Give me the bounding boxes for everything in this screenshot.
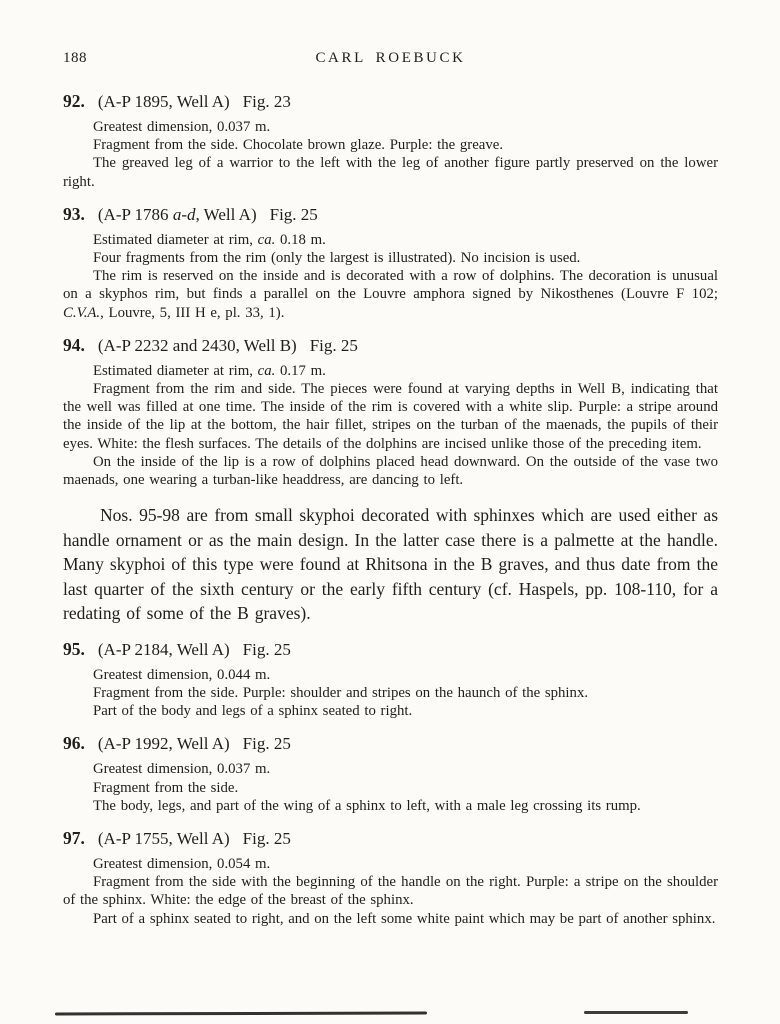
entry-number: 92.	[63, 91, 85, 111]
entry-heading	[63, 90, 718, 113]
entry-paragraph: The rim is reserved on the inside and is decorated with a row of dolphins. The decoration is unusual on a skyphos rim, but finds a parallel on the Louvre amphora signed by Nikosthenes (Louvre F 102; C.V.A., Louvre, 5, III H e, pl. 33, 1).	[63, 268, 718, 321]
entry-figure-ref: Fig. 25	[242, 828, 291, 848]
page-header	[63, 50, 718, 68]
entry-paragraph: The greaved leg of a warrior to the left with the leg of another figure partly preserved on the lower right.	[63, 155, 718, 190]
entry-reference: (A-P 2184, Well A)	[97, 639, 230, 659]
entry-heading	[63, 334, 718, 357]
catalog-entry-92	[63, 90, 718, 191]
entry-reference: (A-P 1992, Well A)	[97, 734, 230, 754]
entry-paragraph: Part of the body and legs of a sphinx seated to right.	[93, 703, 413, 720]
entry-reference: (A-P 1895, Well A)	[97, 92, 230, 111]
note-paragraph: Nos. 95-98 are from small skyphoi decorated with sphinxes which are used either as handle ornament or as the main design. In the latter case there is a palmette at the handle. Many skyphoi of this type were found at Rhitsona in the B graves, and thus date from the last quarter of the sixth century or the early fifth century (cf. Haspels, pp. 108-110, for a redating of some of the B graves).	[63, 505, 718, 624]
entry-paragraph: The body, legs, and part of the wing of a sphinx to left, with a male leg crossing its rump.	[93, 797, 641, 814]
entry-paragraph: Fragment from the side.	[93, 779, 239, 796]
entry-paragraph: Fragment from the side. Purple: shoulder and stripes on the haunch of the sphinx.	[93, 684, 589, 701]
entry-heading	[63, 203, 718, 226]
entry-figure-ref: Fig. 25	[242, 734, 291, 754]
catalog-entry-95	[63, 638, 718, 721]
catalog-entry-97	[63, 827, 718, 928]
entry-figure-ref: Fig. 25	[242, 639, 291, 659]
entry-figure-ref: Fig. 25	[269, 204, 318, 224]
page-number: 188	[63, 50, 87, 66]
entry-reference: (A-P 1755, Well A)	[97, 828, 230, 848]
entry-heading	[63, 827, 718, 850]
entry-heading	[63, 638, 718, 661]
entry-number: 95.	[63, 638, 85, 659]
entry-reference: (A-P 2232 and 2430, Well B)	[97, 335, 297, 355]
entry-paragraph: Greatest dimension, 0.037 m.	[93, 761, 271, 778]
entry-figure-ref: Fig. 25	[309, 335, 358, 355]
entry-paragraph: Greatest dimension, 0.044 m.	[93, 666, 271, 683]
catalog-entry-94	[63, 334, 718, 489]
entry-number: 96.	[63, 733, 85, 754]
running-head: CARL ROEBUCK	[315, 50, 466, 66]
scan-artifact-line	[55, 1012, 427, 1016]
entry-paragraph: Estimated diameter at rim, ca. 0.18 m.	[93, 231, 326, 248]
entry-number: 94.	[63, 334, 85, 355]
entry-heading	[63, 732, 718, 755]
entry-paragraph: Fragment from the side with the beginning of the handle on the right. Purple: a stripe on the shoulder of the sphinx. White: the edge of the breast of the sphinx.	[63, 874, 718, 909]
entry-paragraph: Greatest dimension, 0.054 m.	[93, 855, 271, 872]
entry-number: 97.	[63, 827, 85, 848]
entry-paragraph: Fragment from the rim and side. The pieces were found at varying depths in Well B, indicating that the well was filled at one time. The inside of the rim is covered with a white slip. Purple: a stripe around the inside of the lip at the bottom, the hair fillet, stripes on the turban of the maenads, the pupils of their eyes. White: the flesh surfaces. The details of the dolphins are incised unlike those of the preceding item.	[63, 381, 718, 452]
entry-paragraph: Part of a sphinx seated to right, and on the left some white paint which may be part of another sphinx.	[93, 910, 716, 927]
catalog-entry-93	[63, 203, 718, 322]
catalog-entry-96	[63, 732, 718, 815]
entry-paragraph: Greatest dimension, 0.037 m.	[93, 119, 271, 135]
entry-figure-ref: Fig. 23	[242, 92, 291, 111]
entry-paragraph: Estimated diameter at rim, ca. 0.17 m.	[93, 362, 326, 379]
entry-paragraph: Fragment from the side. Chocolate brown glaze. Purple: the greave.	[93, 137, 504, 154]
scan-artifact-line	[584, 1011, 688, 1014]
entry-paragraph: Four fragments from the rim (only the largest is illustrated). No incision is used.	[93, 250, 581, 267]
entry-number: 93.	[63, 203, 85, 224]
entry-reference: (A-P 1786 a-d, Well A)	[97, 204, 257, 224]
entry-paragraph: On the inside of the lip is a row of dolphins placed head downward. On the outside of the vase two maenads, one wearing a turban-like headdress, are dancing to left.	[63, 453, 718, 489]
